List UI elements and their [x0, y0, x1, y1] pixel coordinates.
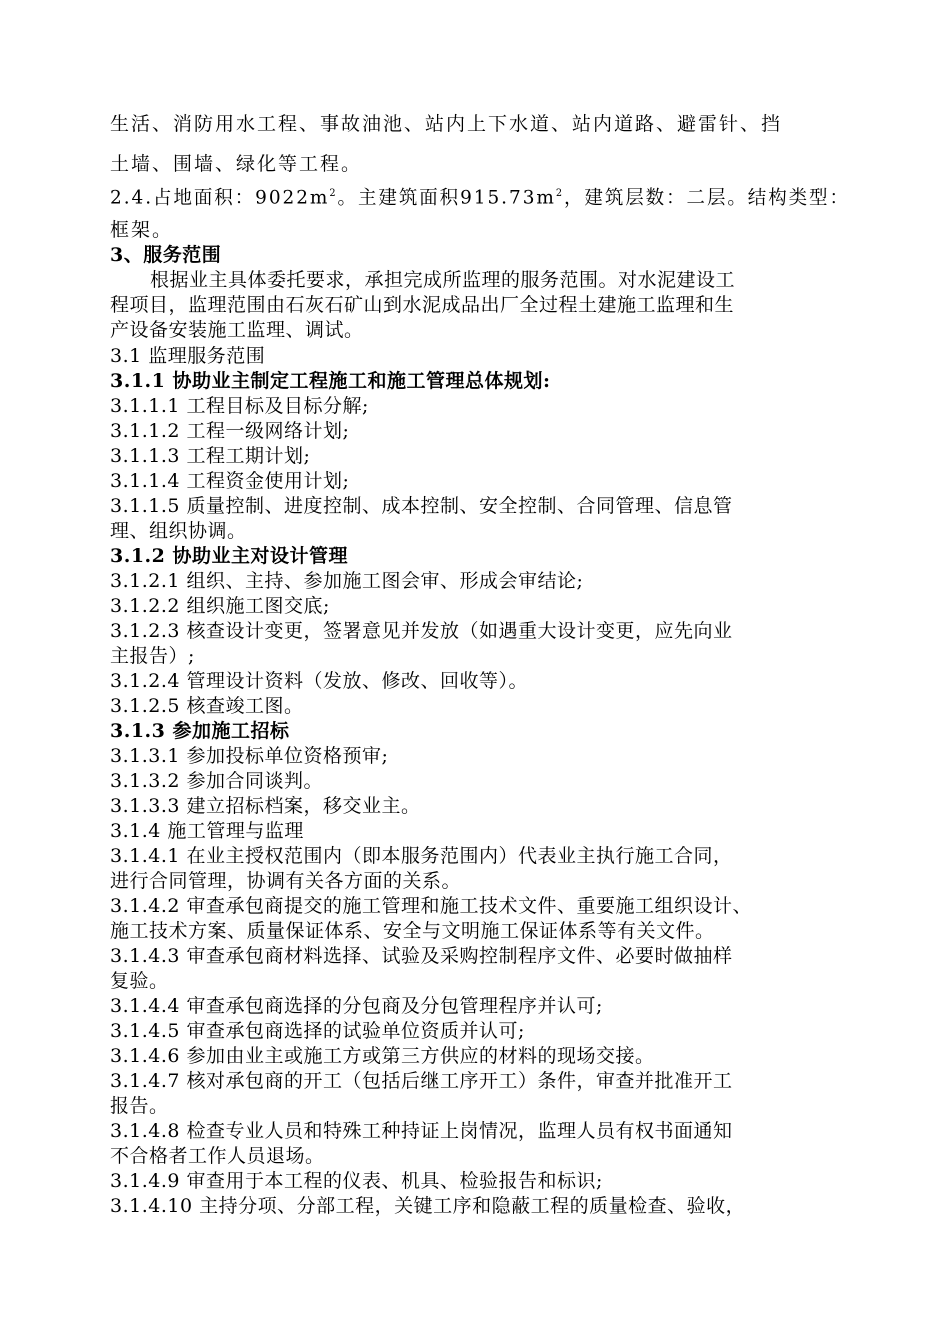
scope-heading-3-1-1: 3.1.1 协助业主制定工程施工和施工管理总体规划:	[110, 370, 551, 392]
scope-line: 3.1.1.4 工程资金使用计划;	[110, 470, 350, 492]
area-sup-2: 2	[555, 188, 565, 199]
scope-line: 3.1.3.2 参加合同谈判。	[110, 770, 324, 792]
section-3-para-line-2: 程项目，监理范围由石灰石矿山到水泥成品出厂全过程土建施工监理和生	[110, 294, 735, 316]
scope-line: 理、组织协调。	[110, 520, 247, 542]
scope-line: 3.1.4.4 审查承包商选择的分包商及分包管理程序并认可;	[110, 995, 603, 1017]
scope-line: 3.1.4.9 审查用于本工程的仪表、机具、检验报告和标识;	[110, 1170, 603, 1192]
section-3	[110, 243, 850, 343]
scope-line: 3.1.4.3 审查承包商材料选择、试验及采购控制程序文件、必要时做抽样	[110, 945, 733, 967]
scope-line: 3.1.1.2 工程一级网络计划;	[110, 420, 350, 442]
intro-line-2: 土墙、围墙、绿化等工程。	[110, 153, 363, 175]
scope-line: 3.1.4.1 在业主授权范围内（即本服务范围内）代表业主执行施工合同，	[110, 845, 733, 867]
scope-line: 施工技术方案、质量保证体系、安全与文明施工保证体系等有关文件。	[110, 920, 715, 942]
area-line-2: 框架。	[110, 219, 174, 241]
scope-heading-3-1-2: 3.1.2 协助业主对设计管理	[110, 545, 349, 567]
scope-line: 3.1.3.1 参加投标单位资格预审;	[110, 745, 389, 767]
scope-line: 不合格者工作人员退场。	[110, 1145, 325, 1167]
intro-block	[110, 108, 850, 188]
area-suffix: ，建筑层数：二层。结构类型：	[564, 186, 850, 209]
scope-line: 3.1.1.5 质量控制、进度控制、成本控制、安全控制、合同管理、信息管	[110, 495, 733, 517]
scope-line: 3.1.2.5 核查竣工图。	[110, 695, 304, 717]
section-3-heading: 3、服务范围	[110, 244, 222, 266]
intro-line-1: 生活、消防用水工程、事故油池、站内上下水道、站内道路、避雷针、挡	[110, 113, 783, 135]
scope-line: 3.1.2.4 管理设计资料（发放、修改、回收等）。	[110, 670, 529, 692]
scope-line: 报告。	[110, 1095, 169, 1117]
area-block	[110, 178, 850, 246]
scope-line: 3.1 监理服务范围	[110, 345, 266, 367]
scope-line: 3.1.4.10 主持分项、分部工程，关键工序和隐蔽工程的质量检查、验收，	[110, 1195, 746, 1217]
scope-heading-3-1-3: 3.1.3 参加施工招标	[110, 720, 290, 742]
section-3-para-line-3: 产设备安装施工监理、调试。	[110, 319, 364, 341]
scope-line: 3.1.4.8 检查专业人员和特殊工种持证上岗情况，监理人员有权书面通知	[110, 1120, 733, 1142]
scope-line: 3.1.2.3 核查设计变更，签署意见并发放（如遇重大设计变更，应先向业	[110, 620, 733, 642]
section-3-para-line-1: 根据业主具体委托要求，承担完成所监理的服务范围。对水泥建设工	[150, 269, 736, 291]
scope-line: 3.1.2.2 组织施工图交底;	[110, 595, 330, 617]
scope-line: 进行合同管理，协调有关各方面的关系。	[110, 870, 462, 892]
scope-line: 复验。	[110, 970, 169, 992]
scope-line: 3.1.4.5 审查承包商选择的试验单位资质并认可;	[110, 1020, 525, 1042]
scope-heading-3-1-4: 3.1.4 施工管理与监理	[110, 820, 304, 842]
scope-line: 3.1.2.1 组织、主持、参加施工图会审、形成会审结论;	[110, 570, 584, 592]
area-sup-1: 2	[329, 188, 338, 199]
area-line-1	[110, 178, 850, 214]
scope-line: 主报告）;	[110, 645, 195, 667]
scope-line: 3.1.4.6 参加由业主或施工方或第三方供应的材料的现场交接。	[110, 1045, 655, 1067]
scope-line: 3.1.3.3 建立招标档案，移交业主。	[110, 795, 421, 817]
scope-line: 3.1.1.1 工程目标及目标分解;	[110, 395, 369, 417]
area-mid: 。主建筑面积915.73m	[337, 186, 556, 209]
scope-list	[110, 344, 850, 1219]
scope-line: 3.1.1.3 工程工期计划;	[110, 445, 311, 467]
scope-line: 3.1.4.7 核对承包商的开工（包括后继工序开工）条件，审查并批准开工	[110, 1070, 733, 1092]
scope-line: 3.1.4.2 审查承包商提交的施工管理和施工技术文件、重要施工组织设计、	[110, 895, 753, 917]
area-prefix: 2.4.占地面积：9022m	[110, 186, 330, 209]
